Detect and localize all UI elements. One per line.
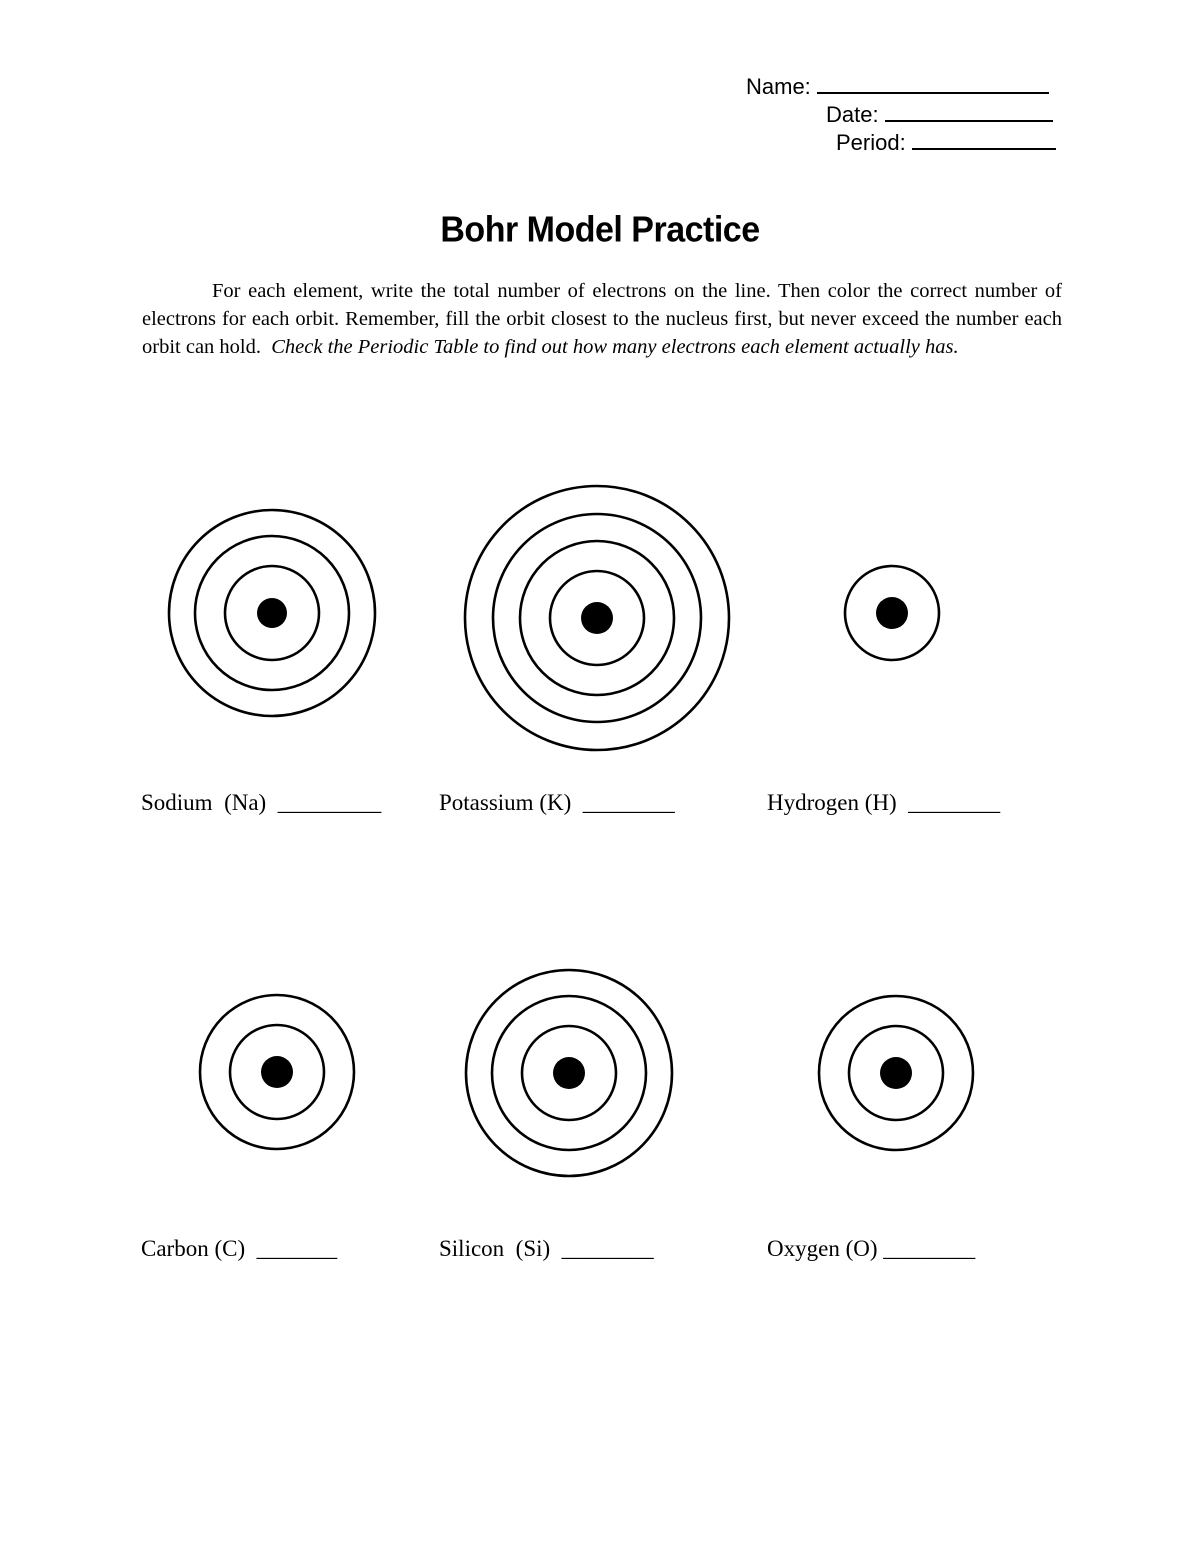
- period-label: Period:: [836, 130, 906, 155]
- nucleus: [261, 1056, 293, 1088]
- page-title: Bohr Model Practice: [440, 210, 760, 250]
- carbon-label[interactable]: Carbon (C) _______: [141, 1236, 338, 1261]
- silicon-bohr-diagram[interactable]: [464, 970, 676, 1182]
- name-blank-line[interactable]: [817, 72, 1049, 94]
- nucleus: [880, 1057, 912, 1089]
- period-field[interactable]: [836, 128, 1056, 156]
- date-field[interactable]: [826, 100, 1053, 128]
- carbon-bohr-diagram[interactable]: [197, 994, 357, 1154]
- nucleus: [257, 598, 287, 628]
- period-blank-line[interactable]: [912, 128, 1056, 150]
- oxygen-label[interactable]: Oxygen (O) ________: [767, 1236, 976, 1261]
- instructions-text: For each element, write the total number of electrons on the line. Then color the correct number of electrons for each orbit. Remember, fill the orbit closest to the nucleus first, but never exceed the number each orbit can hold.: [142, 280, 1062, 358]
- hydrogen-bohr-diagram[interactable]: [842, 565, 942, 665]
- instructions-emphasis: Check the Periodic Table to find out how many electrons each element actually has.: [271, 335, 959, 358]
- oxygen-bohr-diagram[interactable]: [816, 995, 976, 1155]
- sodium-label[interactable]: Sodium (Na) _________: [141, 790, 382, 815]
- name-label: Name:: [746, 74, 811, 99]
- potassium-label[interactable]: Potassium (K) ________: [439, 790, 675, 815]
- date-label: Date:: [826, 102, 879, 127]
- name-field[interactable]: [746, 72, 1049, 100]
- sodium-bohr-diagram[interactable]: [168, 509, 378, 719]
- date-blank-line[interactable]: [885, 100, 1053, 122]
- nucleus: [553, 1057, 585, 1089]
- hydrogen-label[interactable]: Hydrogen (H) ________: [767, 790, 1001, 815]
- potassium-bohr-diagram[interactable]: [464, 484, 734, 756]
- silicon-label[interactable]: Silicon (Si) ________: [439, 1236, 654, 1261]
- nucleus: [581, 602, 613, 634]
- instructions-paragraph: [142, 278, 1062, 361]
- nucleus: [876, 597, 908, 629]
